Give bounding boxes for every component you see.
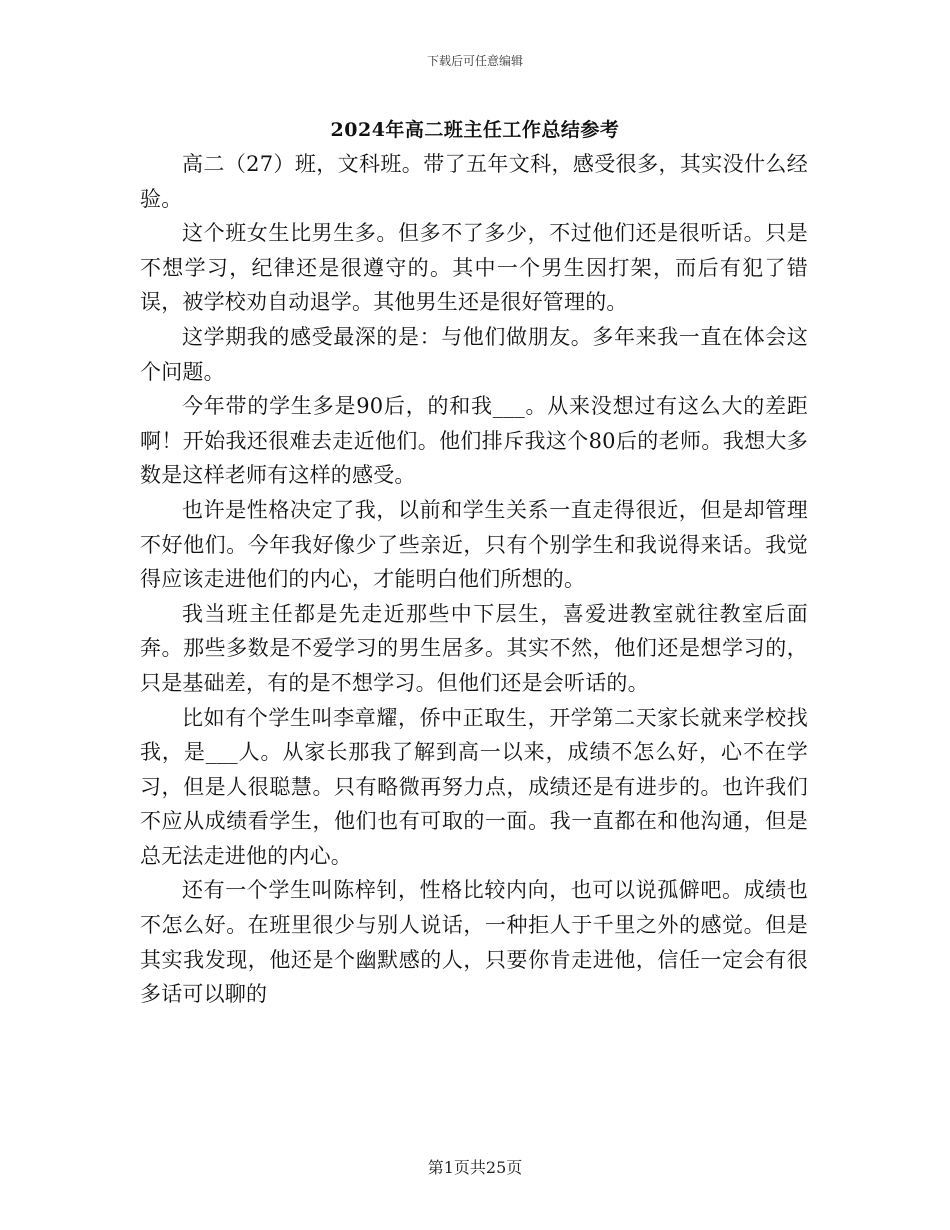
document-title: 2024年高二班主任工作总结参考 [330, 119, 620, 141]
paragraph: 今年带的学生多是90后，的和我___。从来没想过有这么大的差距啊！开始我还很难去走近他们。他们排斥我这个80后的老师。我想大多数是这样老师有这样的感受。 [140, 394, 808, 488]
paragraph: 我当班主任都是先走近那些中下层生，喜爱进教室就往教室后面奔。那些多数是不爱学习的男生居多。其实不然，他们还是想学习的，只是基础差，有的是不想学习。但他们还是会听话的。 [140, 601, 808, 695]
paragraph: 这学期我的感受最深的是：与他们做朋友。多年来我一直在体会这个问题。 [140, 324, 808, 384]
paragraph: 也许是性格决定了我，以前和学生关系一直走得很近，但是却管理不好他们。今年我好像少了些亲近，只有个别学生和我说得来话。我觉得应该走进他们的内心，才能明白他们所想的。 [140, 497, 808, 592]
page-number: 第1页共25页 [427, 1158, 523, 1177]
paragraph: 这个班女生比男生多。但多不了多少，不过他们还是很听话。只是不想学习，纪律还是很遵守的。其中一个男生因打架，而后有犯了错误，被学校劝自动退学。其他男生还是很好管理的。 [140, 221, 808, 315]
header-note: 下载后可任意编辑 [426, 54, 523, 68]
paragraph: 还有一个学生叫陈梓钊，性格比较内向，也可以说孤僻吧。成绩也不怎么好。在班里很少与别人说话，一种拒人于千里之外的感觉。但是其实我发现，他还是个幽默感的人，只要你肯走进他，信任一定会有很多话可以聊的 [140, 878, 808, 1007]
paragraph: 比如有个学生叫李章耀，侨中正取生，开学第二天家长就来学校找我，是___人。从家长那我了解到高一以来，成绩不怎么好，心不在学习，但是人很聪慧。只有略微再努力点，成绩还是有进步的。也许我们不应从成绩看学生，他们也有可取的一面。我一直都在和他沟通，但是总无法走进他的内心。 [140, 705, 808, 868]
document-body [140, 147, 808, 1012]
paragraph: 高二（27）班，文科班。带了五年文科，感受很多，其实没什么经验。 [140, 152, 808, 211]
